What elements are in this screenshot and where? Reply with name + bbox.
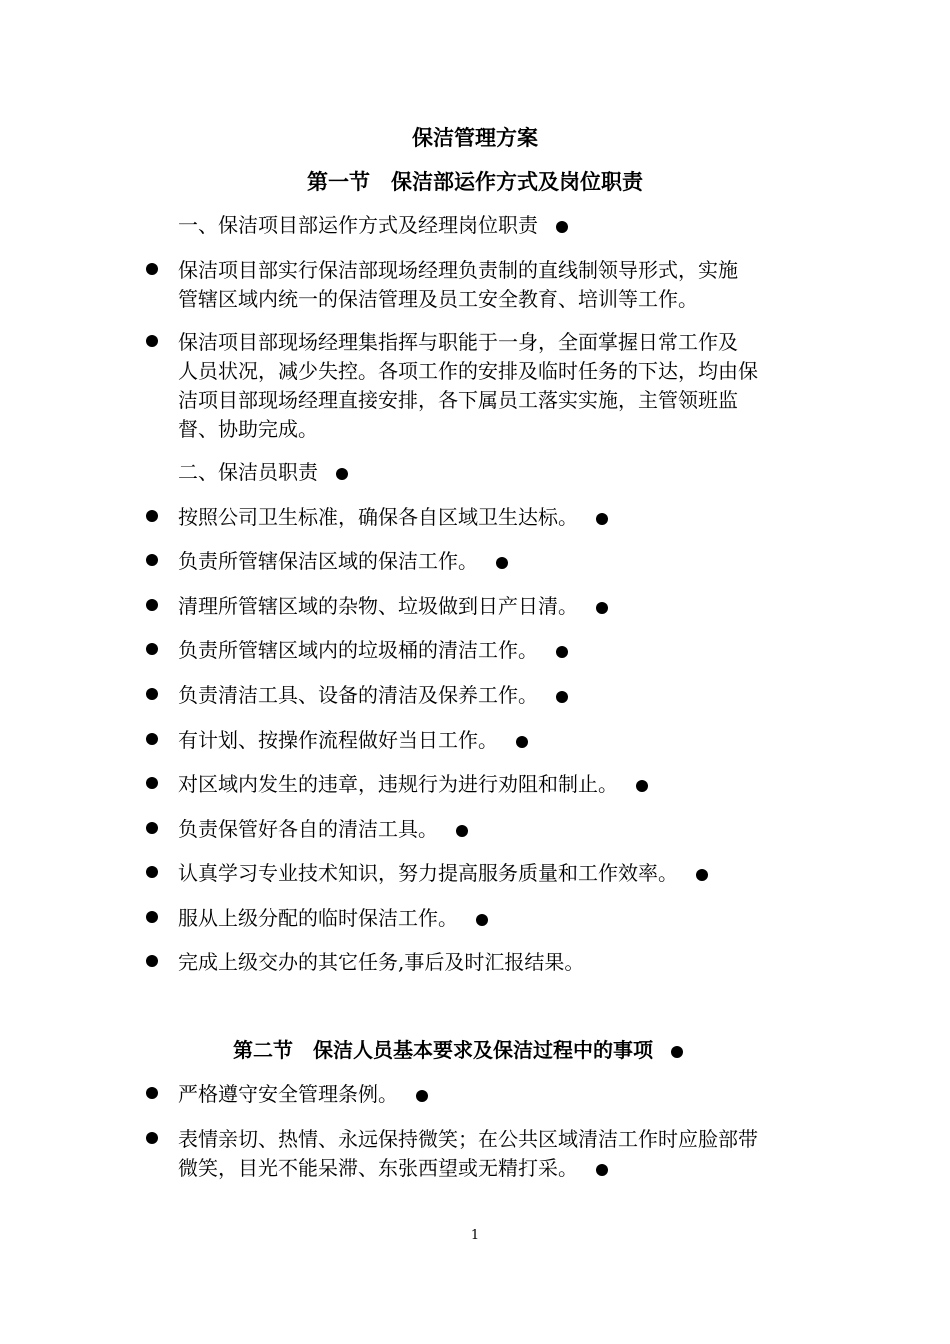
paragraph-2-line-1: 保洁项目部现场经理集指挥与职能于一身，全面掌握日常工作及	[178, 330, 738, 354]
requirement-item-line-1: 表情亲切、热情、永远保持微笑；在公共区域清洁工作时应脸部带	[178, 1127, 758, 1151]
bullet-icon	[146, 822, 158, 834]
bullet-icon	[146, 688, 158, 700]
bullet-icon	[671, 1046, 683, 1058]
bullet-icon	[596, 513, 608, 525]
bullet-icon	[556, 691, 568, 703]
bullet-icon	[556, 646, 568, 658]
bullet-icon	[416, 1090, 428, 1102]
duty-item: 负责清洁工具、设备的清洁及保养工作。	[178, 680, 568, 710]
paragraph-1-line-2: 管辖区域内统一的保洁管理及员工安全教育、培训等工作。	[178, 287, 698, 311]
bullet-icon	[146, 777, 158, 789]
bullet-icon	[146, 510, 158, 522]
bullet-icon	[496, 557, 508, 569]
paragraph-2-line-4: 督、协助完成。	[178, 417, 318, 441]
duty-item: 完成上级交办的其它任务,事后及时汇报结果。	[178, 950, 585, 974]
subheading-2: 二、保洁员职责	[178, 457, 348, 487]
bullet-icon	[146, 335, 158, 347]
requirement-item-line-2: 微笑，目光不能呆滞、东张西望或无精打采。	[178, 1153, 608, 1183]
bullet-icon	[146, 733, 158, 745]
paragraph-2-line-3: 洁项目部现场经理直接安排，各下属员工落实实施，主管领班监	[178, 388, 738, 412]
paragraph-1-line-1: 保洁项目部实行保洁部现场经理负责制的直线制领导形式，实施	[178, 258, 738, 282]
duty-item: 按照公司卫生标准，确保各自区域卫生达标。	[178, 502, 608, 532]
bullet-icon	[596, 1164, 608, 1176]
bullet-icon	[146, 955, 158, 967]
duty-item: 清理所管辖区域的杂物、垃圾做到日产日清。	[178, 591, 608, 621]
bullet-icon	[146, 554, 158, 566]
bullet-icon	[146, 1087, 158, 1099]
bullet-icon	[146, 866, 158, 878]
page-number: 1	[470, 1228, 480, 1243]
bullet-icon	[146, 263, 158, 275]
bullet-icon	[596, 602, 608, 614]
duty-item: 服从上级分配的临时保洁工作。	[178, 903, 488, 933]
section-2-heading: 第二节 保洁人员基本要求及保洁过程中的事项	[233, 1035, 683, 1065]
bullet-icon	[476, 914, 488, 926]
bullet-icon	[146, 911, 158, 923]
section-1-heading: 第一节 保洁部运作方式及岗位职责	[307, 169, 643, 194]
duty-item: 认真学习专业技术知识，努力提高服务质量和工作效率。	[178, 858, 708, 888]
subheading-1: 一、保洁项目部运作方式及经理岗位职责	[178, 210, 568, 240]
document-title: 保洁管理方案	[412, 125, 538, 150]
duty-item: 负责所管辖区域内的垃圾桶的清洁工作。	[178, 635, 568, 665]
requirement-item: 严格遵守安全管理条例。	[178, 1079, 428, 1109]
paragraph-2-line-2: 人员状况，减少失控。各项工作的安排及临时任务的下达，均由保	[178, 359, 758, 383]
bullet-icon	[636, 780, 648, 792]
duty-item: 有计划、按操作流程做好当日工作。	[178, 725, 528, 755]
bullet-icon	[696, 869, 708, 881]
bullet-icon	[146, 599, 158, 611]
bullet-icon	[146, 1132, 158, 1144]
bullet-icon	[516, 736, 528, 748]
bullet-icon	[146, 643, 158, 655]
bullet-icon	[336, 468, 348, 480]
duty-item: 负责所管辖保洁区域的保洁工作。	[178, 546, 508, 576]
bullet-icon	[456, 825, 468, 837]
bullet-icon	[556, 221, 568, 233]
duty-item: 负责保管好各自的清洁工具。	[178, 814, 468, 844]
duty-item: 对区域内发生的违章，违规行为进行劝阻和制止。	[178, 769, 648, 799]
